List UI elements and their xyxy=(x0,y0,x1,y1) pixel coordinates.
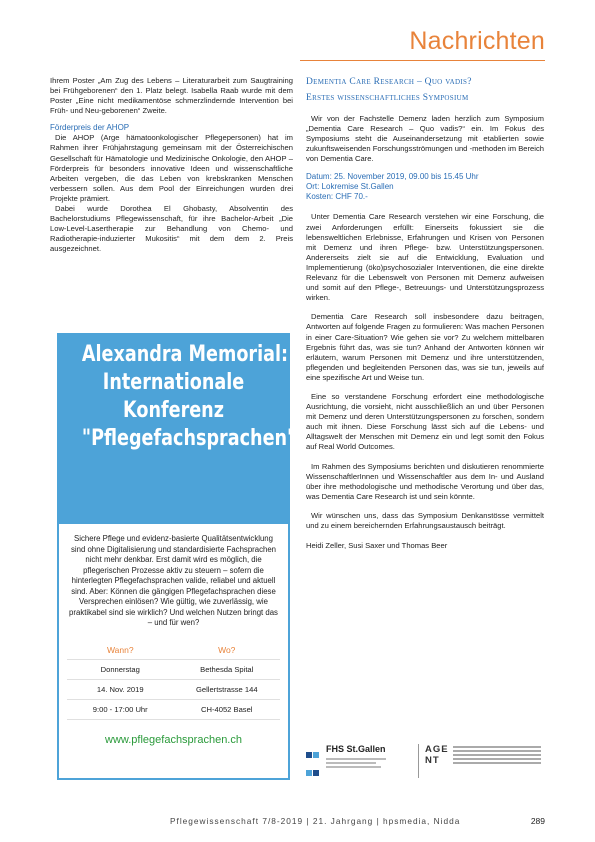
right-paragraph-3: Eine so verstandene Forschung erfordert eine methodologische Ausrichtung, die vorsieht, nicht ausschließlich an und über Personen mit Demenz und deren Unterstützungspersonen zu forschen, sondern auch mit ihnen. Diese Forschung lässt sich auf die Lebens- und Alltagswelt der Menschen mit Demenz ein und legt somit den Fokus auf Real World Outcomes. xyxy=(306,391,544,452)
event-title-line: Alexandra Memorial: xyxy=(81,342,289,367)
section-rule xyxy=(300,60,545,61)
fhs-name: FHS St.Gallen xyxy=(326,744,386,754)
fhs-subtitle-graphic xyxy=(326,758,406,768)
fhs-logo xyxy=(306,744,406,778)
agent-logo xyxy=(418,744,544,778)
event-box-body xyxy=(59,524,288,746)
footer-citation: Pflegewissenschaft 7/8-2019 | 21. Jahrgang | hpsmedia, Nidda xyxy=(170,816,461,826)
col-where-header: Wo? xyxy=(174,641,281,660)
agent-mark: AGE NT xyxy=(425,744,449,766)
where-cell: Gellertstrasse 144 xyxy=(174,679,281,699)
table-row xyxy=(67,699,280,719)
where-cell: CH-4052 Basel xyxy=(174,699,281,719)
section-title: Nachrichten xyxy=(409,27,545,55)
table-row xyxy=(67,659,280,679)
article-title xyxy=(306,74,544,106)
event-cost: Kosten: CHF 70.- xyxy=(306,192,368,202)
left-paragraph-2: Die AHOP (Arge hämatoonkologischer Pflegepersonen) hat im Rahmen ihrer Frühjahrstagung gemeinsam mit der Österreichischen Gesellschaft für Hämatologie und Medizinische Onkologie, den AHOP – Förderpreis für besonders innovative Ideen und wissenschaftliche Arbeiten vergeben, die das Leben von krebskranken Menschen verbessern sollen. Aus dem Pool der Einreichungen wurden drei Projekte prämiert. xyxy=(50,133,293,203)
left-paragraph-1: Ihrem Poster „Am Zug des Lebens – Literaturarbeit zum Saugtraining bei Frühgeborenen“ den 1. Platz belegt. Isabella Raab wurde mit dem Poster „Eine nicht medikamentöse schmerzlindernde Intervention bei Früh- und Neu-geborenen“ Zweite. xyxy=(50,76,293,116)
when-cell: 14. Nov. 2019 xyxy=(67,679,174,699)
right-paragraph-5: Wir wünschen uns, dass das Symposium Denkanstösse vermittelt und zu einem bereichernden Erfahrungsaustausch beiträgt. xyxy=(306,510,544,530)
page-number: 289 xyxy=(530,816,545,826)
left-column xyxy=(50,76,293,255)
event-description: Sichere Pflege und evidenz-basierte Qualitätsentwicklung sind ohne Digitalisierung und standardisierte Fachsprachen nicht mehr denkbar. Erst damit wird es möglich, die pflegerischen Prozesse aktiv zu steuern – sofern die hinterlegten Pflegefachsprachen valide, reliabel und aktuell sind. Aber: Können die gängigen Pflegefachsprachen diese Versprechen einlösen? Wie gültig, wie zuverlässig, wie praktikabel sind sie wirklich? Und welchen Nutzen bringt das – und für wen? xyxy=(69,534,278,627)
event-title-line: Internationale xyxy=(102,370,245,395)
col-when-header: Wann? xyxy=(67,641,174,660)
article-title-line-1: Dementia Care Research – Quo vadis? xyxy=(306,77,472,87)
event-date: Datum: 25. November 2019, 09.00 bis 15.45 Uhr xyxy=(306,172,479,182)
where-cell: Bethesda Spital xyxy=(174,659,281,679)
right-paragraph-4: Im Rahmen des Symposiums berichten und diskutieren renommierte WissenschaftlerInnen und Wissenschaftler aus dem In- und Ausland über ihre methodologische und methodische Verortung und über das, was Dementia Care Research ist und sein könnte. xyxy=(306,461,544,501)
ahop-subheading: Förderpreis der AHOP xyxy=(50,123,130,133)
event-info xyxy=(306,172,544,202)
event-box xyxy=(57,333,297,780)
right-paragraph-2: Dementia Care Research soll insbesondere dazu beitragen, Antworten auf folgende Fragen zu formulieren: Was machen Personen in einer Care-Situation? Wie gehen sie vor? Zu welchem mittelbaren Ergebnis führt das, was sie tun? Anhand der Antworten können wir erläutern, warum Personen mit Demenz und ihre unterstützenden, pflegenden und begleitenden Personen das, was sie tun, jeweils auf eine spezifische Art und Weise tun. xyxy=(306,312,544,382)
left-paragraph-3: Dabei wurde Dorothea El Ghobasty, Absolventin des Bachelorstudiums Pflegewissenschaft, für ihre Bachelor-Arbeit „Die Low-Level-Lasertherapie zur Behandlung von Chemo- und Radiotherapie-induzierter Mukositis“ mit dem dem 2. Preis ausgezeichnet. xyxy=(50,204,293,254)
event-title-line: Konferenz xyxy=(123,398,224,423)
event-details-table xyxy=(67,641,280,720)
right-intro: Wir von der Fachstelle Demenz laden herzlich zum Symposium „Dementia Care Research – Quo vadis?“ ein. Im Fokus des Symposiums steht die Auseinandersetzung mit etablierten sowie zukunftsweisenden Forschungsströmungen und -methoden im Bereich von Dementia Care. xyxy=(306,114,544,164)
event-title-line: "Pflegefachsprachen" xyxy=(81,426,297,451)
event-box-header xyxy=(59,335,297,524)
agent-text-graphic xyxy=(453,746,541,766)
signature: Heidi Zeller, Susi Saxer und Thomas Beer xyxy=(306,541,448,551)
fhs-squares-icon xyxy=(306,746,322,782)
table-row xyxy=(67,679,280,699)
sponsor-logos xyxy=(306,744,544,778)
event-url-link[interactable]: www.pflegefachsprachen.ch xyxy=(105,733,242,746)
when-cell: Donnerstag xyxy=(67,659,174,679)
article-title-line-2: Erstes wissenschaftliches Symposium xyxy=(306,93,469,103)
when-cell: 9:00 - 17:00 Uhr xyxy=(67,699,174,719)
event-place: Ort: Lokremise St.Gallen xyxy=(306,182,394,192)
right-column xyxy=(306,74,544,550)
right-paragraph-1: Unter Dementia Care Research verstehen wir eine Forschung, die zwei Anforderungen erfüllt: Einerseits fokussiert sie die lebensweltlichen Erlebnisse, Erfahrungen und Krisen von Personen mit Demenz und ihren Pflege- bzw. Unterstützungspersonen. Andererseits zielt sie auf die Entwicklung, Evaluation und Implementierung (öko)psychosozialer Interventionen, die eine direkte Relevanz für die Lebenswelt von Personen mit Demenz aufweisen und somit auf den Pflege-, Betreuungs- und Unterstützungsprozess wirken. xyxy=(306,212,544,303)
